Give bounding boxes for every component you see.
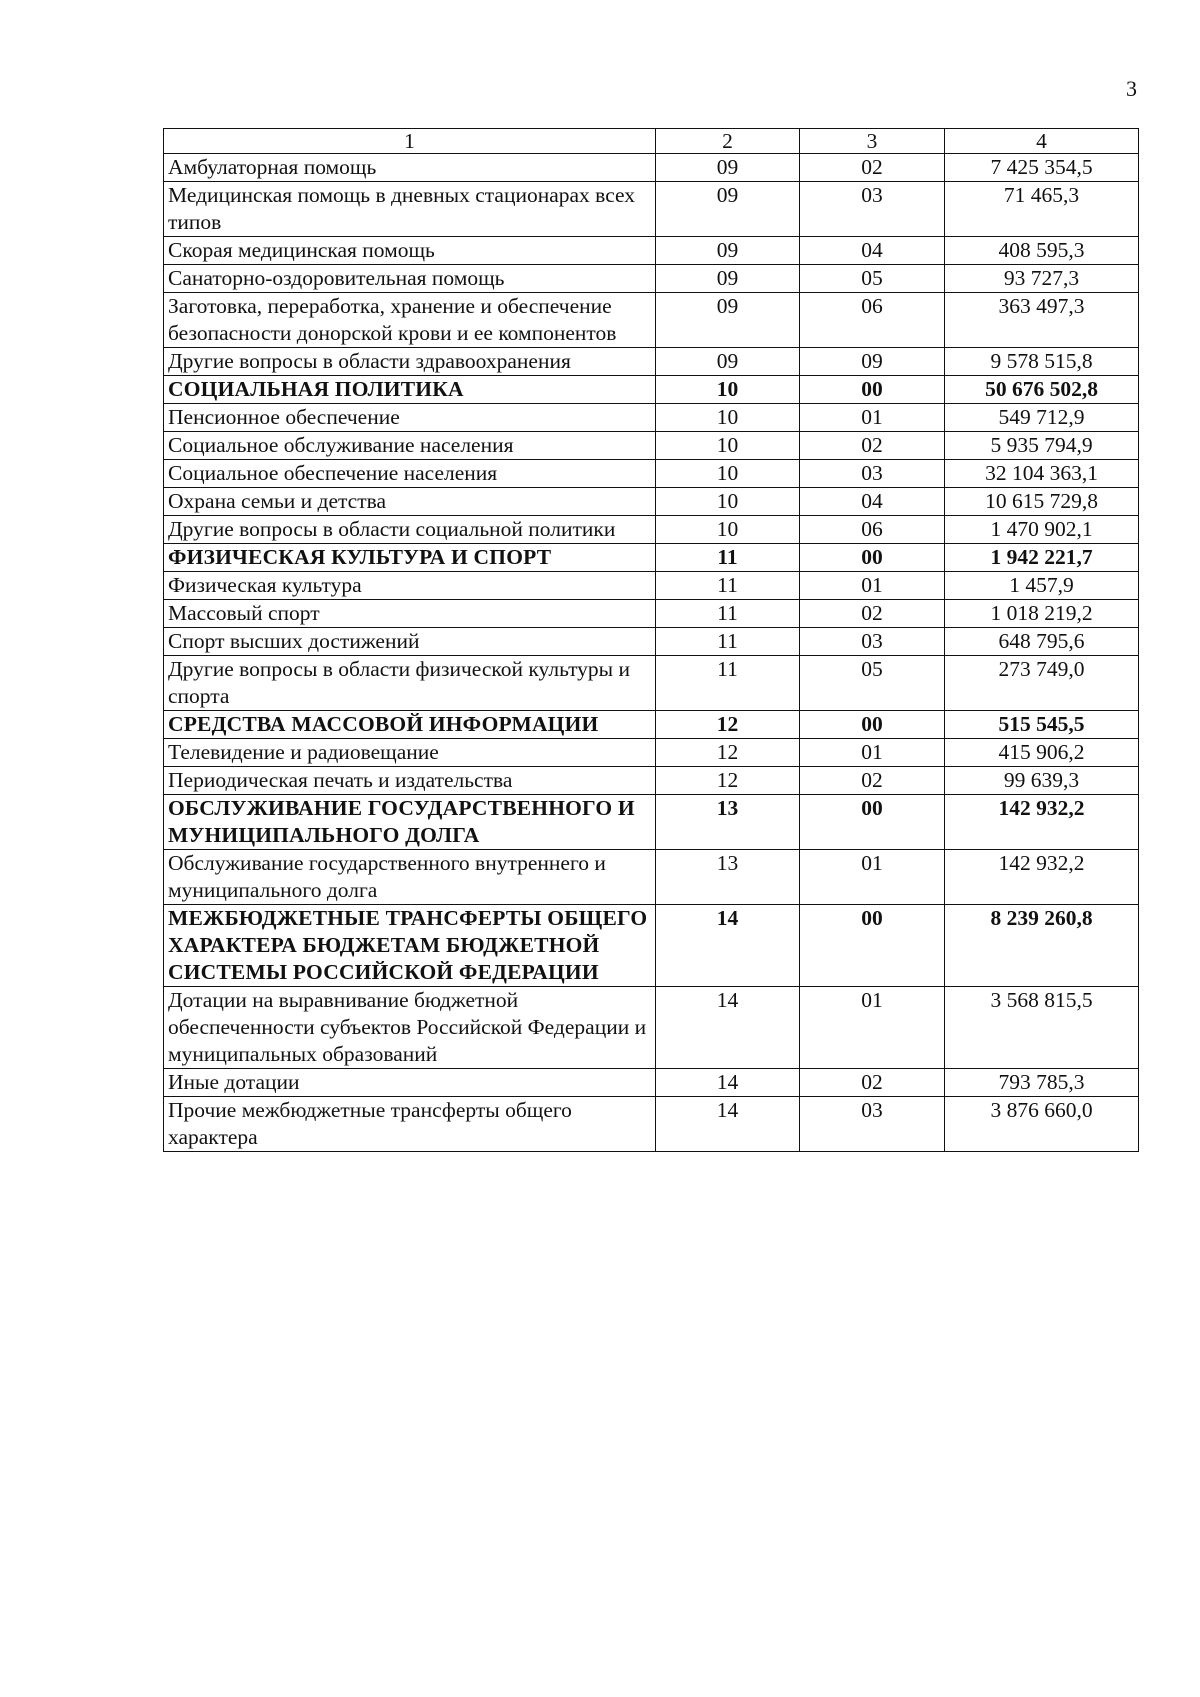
table-row: [164, 265, 1139, 293]
table-row: [164, 460, 1139, 488]
table-row: [164, 1069, 1139, 1097]
row-subsection-cell: 03: [800, 182, 945, 237]
header-row: [164, 129, 1139, 154]
row-name-cell: Периодическая печать и издательства: [164, 767, 656, 795]
row-subsection-cell: 01: [800, 404, 945, 432]
row-subsection-cell: 01: [800, 987, 945, 1069]
row-section-cell: 12: [656, 711, 800, 739]
row-section-cell: 10: [656, 376, 800, 404]
header-col-4: 4: [945, 129, 1139, 154]
row-subsection-cell: 02: [800, 154, 945, 182]
row-subsection-cell: 05: [800, 656, 945, 711]
row-name-cell: Телевидение и радиовещание: [164, 739, 656, 767]
row-subsection-cell: 00: [800, 711, 945, 739]
row-section-cell: 09: [656, 154, 800, 182]
row-name-cell: Амбулаторная помощь: [164, 154, 656, 182]
row-subsection-cell: 04: [800, 488, 945, 516]
row-subsection-cell: 01: [800, 739, 945, 767]
row-amount-cell: 408 595,3: [945, 237, 1139, 265]
table-row: [164, 850, 1139, 905]
row-amount-cell: 7 425 354,5: [945, 154, 1139, 182]
row-section-cell: 12: [656, 767, 800, 795]
row-amount-cell: 9 578 515,8: [945, 348, 1139, 376]
row-amount-cell: 793 785,3: [945, 1069, 1139, 1097]
row-subsection-cell: 03: [800, 628, 945, 656]
row-name-cell: Спорт высших достижений: [164, 628, 656, 656]
row-section-cell: 09: [656, 293, 800, 348]
row-section-cell: 09: [656, 237, 800, 265]
row-name-cell: Охрана семьи и детства: [164, 488, 656, 516]
table-row: [164, 404, 1139, 432]
row-name-cell: Социальное обслуживание населения: [164, 432, 656, 460]
row-subsection-cell: 03: [800, 460, 945, 488]
budget-table: [163, 128, 1139, 1152]
row-amount-cell: 50 676 502,8: [945, 376, 1139, 404]
row-section-cell: 11: [656, 544, 800, 572]
row-subsection-cell: 02: [800, 432, 945, 460]
row-name-cell: Другие вопросы в области здравоохранения: [164, 348, 656, 376]
row-name-cell: Прочие межбюджетные трансферты общего характера: [164, 1097, 656, 1152]
table-row-section-total: [164, 905, 1139, 987]
header-col-3: 3: [800, 129, 945, 154]
row-name-cell: СРЕДСТВА МАССОВОЙ ИНФОРМАЦИИ: [164, 711, 656, 739]
header-col-1: 1: [164, 129, 656, 154]
row-amount-cell: 363 497,3: [945, 293, 1139, 348]
row-name-cell: Скорая медицинская помощь: [164, 237, 656, 265]
row-subsection-cell: 05: [800, 265, 945, 293]
table-row: [164, 293, 1139, 348]
row-subsection-cell: 02: [800, 600, 945, 628]
row-amount-cell: 32 104 363,1: [945, 460, 1139, 488]
row-amount-cell: 549 712,9: [945, 404, 1139, 432]
row-subsection-cell: 02: [800, 767, 945, 795]
row-subsection-cell: 01: [800, 850, 945, 905]
row-subsection-cell: 01: [800, 572, 945, 600]
row-subsection-cell: 06: [800, 293, 945, 348]
row-name-cell: Другие вопросы в области социальной политики: [164, 516, 656, 544]
row-section-cell: 11: [656, 656, 800, 711]
table-row: [164, 987, 1139, 1069]
table-row: [164, 767, 1139, 795]
row-amount-cell: 1 457,9: [945, 572, 1139, 600]
row-section-cell: 14: [656, 987, 800, 1069]
row-amount-cell: 142 932,2: [945, 795, 1139, 850]
row-amount-cell: 8 239 260,8: [945, 905, 1139, 987]
row-section-cell: 10: [656, 516, 800, 544]
row-subsection-cell: 04: [800, 237, 945, 265]
table-row: [164, 628, 1139, 656]
table-row: [164, 656, 1139, 711]
row-amount-cell: 515 545,5: [945, 711, 1139, 739]
row-section-cell: 14: [656, 1069, 800, 1097]
table-row: [164, 348, 1139, 376]
row-subsection-cell: 02: [800, 1069, 945, 1097]
table-row: [164, 182, 1139, 237]
table-row: [164, 432, 1139, 460]
header-col-2: 2: [656, 129, 800, 154]
row-amount-cell: 1 470 902,1: [945, 516, 1139, 544]
row-section-cell: 12: [656, 739, 800, 767]
row-amount-cell: 648 795,6: [945, 628, 1139, 656]
table-row: [164, 237, 1139, 265]
table-row: [164, 1097, 1139, 1152]
row-section-cell: 11: [656, 628, 800, 656]
row-amount-cell: 3 876 660,0: [945, 1097, 1139, 1152]
row-amount-cell: 1 942 221,7: [945, 544, 1139, 572]
row-section-cell: 13: [656, 795, 800, 850]
table-row: [164, 154, 1139, 182]
row-name-cell: Дотации на выравнивание бюджетной обеспеченности субъектов Российской Федерации и муниципальных образований: [164, 987, 656, 1069]
row-name-cell: Медицинская помощь в дневных стационарах всех типов: [164, 182, 656, 237]
row-section-cell: 09: [656, 265, 800, 293]
table-row: [164, 488, 1139, 516]
row-section-cell: 14: [656, 1097, 800, 1152]
row-amount-cell: 99 639,3: [945, 767, 1139, 795]
row-amount-cell: 1 018 219,2: [945, 600, 1139, 628]
row-name-cell: Другие вопросы в области физической культуры и спорта: [164, 656, 656, 711]
row-section-cell: 14: [656, 905, 800, 987]
row-section-cell: 10: [656, 460, 800, 488]
row-amount-cell: 93 727,3: [945, 265, 1139, 293]
row-subsection-cell: 00: [800, 376, 945, 404]
row-section-cell: 11: [656, 600, 800, 628]
table-row: [164, 516, 1139, 544]
row-subsection-cell: 00: [800, 795, 945, 850]
row-amount-cell: 142 932,2: [945, 850, 1139, 905]
table-row-section-total: [164, 376, 1139, 404]
table-row: [164, 600, 1139, 628]
page-number: 3: [1126, 76, 1137, 101]
row-section-cell: 09: [656, 348, 800, 376]
row-amount-cell: 10 615 729,8: [945, 488, 1139, 516]
row-amount-cell: 3 568 815,5: [945, 987, 1139, 1069]
row-subsection-cell: 00: [800, 544, 945, 572]
table-row-section-total: [164, 711, 1139, 739]
row-name-cell: ФИЗИЧЕСКАЯ КУЛЬТУРА И СПОРТ: [164, 544, 656, 572]
table-row-section-total: [164, 544, 1139, 572]
row-name-cell: Обслуживание государственного внутреннего и муниципального долга: [164, 850, 656, 905]
row-name-cell: ОБСЛУЖИВАНИЕ ГОСУДАРСТВЕННОГО И МУНИЦИПАЛЬНОГО ДОЛГА: [164, 795, 656, 850]
row-name-cell: Санаторно-оздоровительная помощь: [164, 265, 656, 293]
row-name-cell: Массовый спорт: [164, 600, 656, 628]
row-name-cell: МЕЖБЮДЖЕТНЫЕ ТРАНСФЕРТЫ ОБЩЕГО ХАРАКТЕРА БЮДЖЕТАМ БЮДЖЕТНОЙ СИСТЕМЫ РОССИЙСКОЙ ФЕДЕРАЦИИ: [164, 905, 656, 987]
row-subsection-cell: 06: [800, 516, 945, 544]
row-name-cell: Физическая культура: [164, 572, 656, 600]
row-section-cell: 11: [656, 572, 800, 600]
row-subsection-cell: 00: [800, 905, 945, 987]
row-name-cell: Социальное обеспечение населения: [164, 460, 656, 488]
row-subsection-cell: 09: [800, 348, 945, 376]
table-row-section-total: [164, 795, 1139, 850]
row-name-cell: Заготовка, переработка, хранение и обеспечение безопасности донорской крови и ее компонентов: [164, 293, 656, 348]
row-amount-cell: 5 935 794,9: [945, 432, 1139, 460]
row-section-cell: 10: [656, 432, 800, 460]
row-amount-cell: 415 906,2: [945, 739, 1139, 767]
row-name-cell: Пенсионное обеспечение: [164, 404, 656, 432]
row-section-cell: 13: [656, 850, 800, 905]
row-name-cell: СОЦИАЛЬНАЯ ПОЛИТИКА: [164, 376, 656, 404]
table-body: [164, 154, 1139, 1152]
row-name-cell: Иные дотации: [164, 1069, 656, 1097]
row-amount-cell: 273 749,0: [945, 656, 1139, 711]
table-row: [164, 739, 1139, 767]
row-amount-cell: 71 465,3: [945, 182, 1139, 237]
row-section-cell: 10: [656, 404, 800, 432]
row-section-cell: 09: [656, 182, 800, 237]
row-subsection-cell: 03: [800, 1097, 945, 1152]
budget-table-container: [163, 128, 1138, 1152]
row-section-cell: 10: [656, 488, 800, 516]
table-row: [164, 572, 1139, 600]
